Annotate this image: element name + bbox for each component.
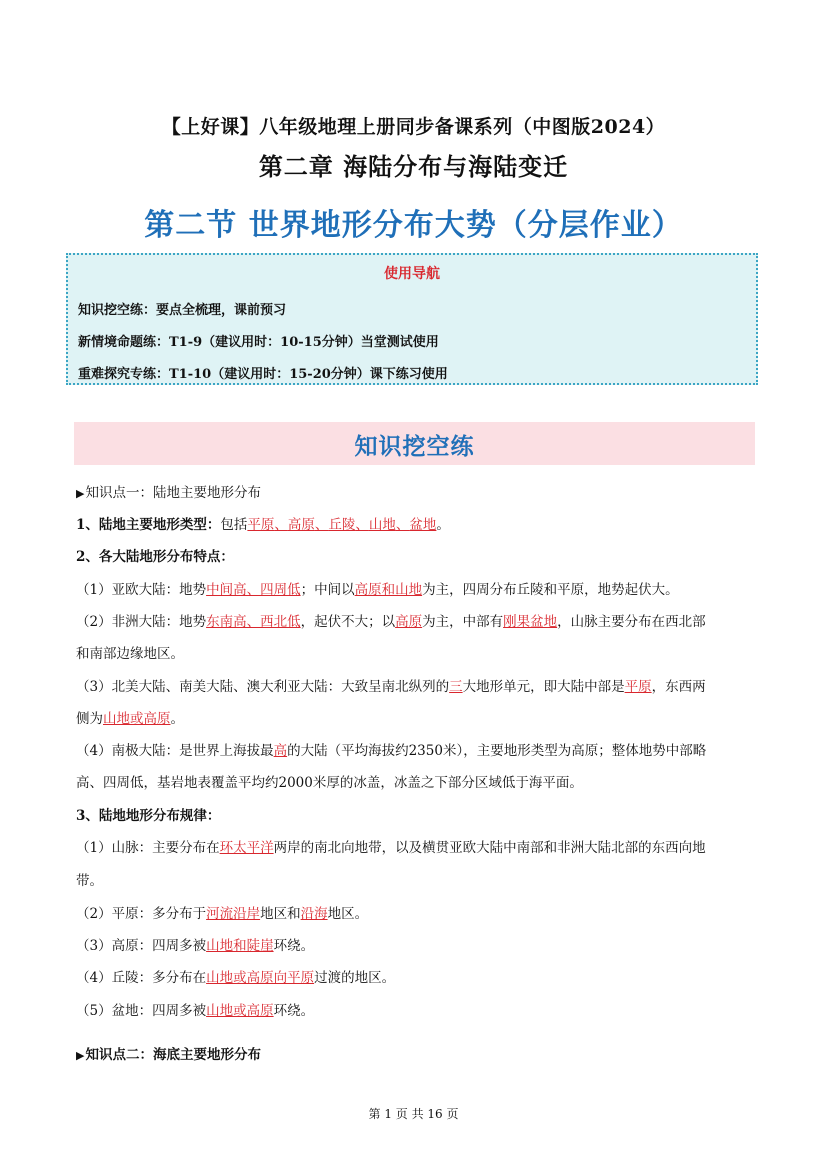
section-banner-title: 知识挖空练 — [354, 434, 475, 460]
answer-blank: 三 — [449, 679, 463, 695]
answer-blank: 环太平洋 — [219, 840, 274, 856]
asia-item: （1）亚欧大陆：地势中间高、四周低；中间以高原和山地为主，四周分布丘陵和平原，地势起伏大。 — [76, 582, 679, 598]
answer-blank: 中间高、四周低 — [206, 582, 301, 598]
answer-blank: 河流沿岸 — [206, 906, 261, 922]
page-number: 第 1 页 共 16 页 — [368, 1107, 459, 1121]
america-item-continued: 侧为山地或高原。 — [76, 711, 184, 727]
answer-blank: 盆地 — [409, 517, 437, 533]
africa-item-continued: 和南部边缘地区。 — [76, 646, 184, 662]
america-item: （3）北美大陆、南美大陆、澳大利亚大陆：大致呈南北纵列的三大地形单元，即大陆中部是平原，东西两 — [76, 679, 706, 695]
answer-blank: 高原 — [395, 614, 423, 630]
section-banner — [74, 422, 755, 465]
usage-guide-title: 使用导航 — [384, 266, 440, 282]
series-title: 【上好课】八年级地理上册同步备课系列（中图版2024） — [161, 116, 666, 138]
plain-item: （2）平原：多分布于河流沿岸地区和沿海地区。 — [76, 906, 369, 922]
answer-blank: 山地 — [368, 517, 396, 533]
section-title: 第二节 世界地形分布大势（分层作业） — [144, 208, 683, 243]
africa-item: （2）非洲大陆：地势东南高、西北低，起伏不大；以高原为主，中部有刚果盆地，山脉主要分布在西北部 — [76, 614, 706, 630]
answer-blank: 高 — [273, 743, 288, 759]
answer-blank: 山地和陡崖 — [206, 938, 274, 954]
usage-guide-box — [66, 253, 758, 385]
usage-guide-line-2: 新情境命题练：T1-9（建议用时：10-15分钟）当堂测试使用 — [78, 335, 439, 350]
question-2-label: 2、各大陆地形分布特点： — [76, 549, 234, 565]
answer-blank: 沿海 — [300, 906, 328, 922]
question-3-label: 3、陆地地形分布规律： — [76, 808, 221, 824]
answer-blank: 丘陵 — [328, 517, 356, 533]
answer-blank: 山地或高原 — [206, 1003, 274, 1019]
answer-blank: 山地或高原向平原 — [206, 970, 315, 986]
answer-blank: 高原和山地 — [354, 582, 423, 598]
answer-blank: 平原 — [247, 517, 275, 533]
mountain-item-continued: 带。 — [76, 873, 103, 889]
mountain-item: （1）山脉：主要分布在环太平洋两岸的南北向地带，以及横贯亚欧大陆中南部和非洲大陆北部的东西向地 — [76, 840, 706, 856]
basin-item: （5）盆地：四周多被山地或高原环绕。 — [76, 1003, 315, 1019]
usage-guide-line-1: 知识挖空练：要点全梳理，课前预习 — [78, 303, 287, 318]
answer-blank: 东南高、西北低 — [206, 614, 301, 630]
antarctica-item: （4）南极大陆：是世界上海拔最高的大陆（平均海拔约2350米），主要地形类型为高原；整体地势中部略 — [76, 743, 707, 759]
answer-blank: 山地或高原 — [103, 711, 171, 727]
triangle-icon: ▶ — [76, 1049, 85, 1062]
answer-blank: 平原 — [624, 679, 652, 695]
answer-blank: 高原 — [287, 517, 315, 533]
chapter-title: 第二章 海陆分布与海陆变迁 — [258, 152, 569, 181]
plateau-item: （3）高原：四周多被山地和陡崖环绕。 — [76, 938, 315, 954]
answer-blank: 刚果盆地 — [503, 614, 558, 630]
hill-item: （4）丘陵：多分布在山地或高原向平原过渡的地区。 — [76, 970, 396, 986]
usage-guide-line-3: 重难探究专练：T1-10（建议用时：15-20分钟）课下练习使用 — [78, 367, 448, 382]
triangle-icon: ▶ — [76, 487, 85, 500]
antarctica-item-continued: 高、四周低，基岩地表覆盖平均约2000米厚的冰盖，冰盖之下部分区域低于海平面。 — [76, 775, 583, 791]
question-1: 1、陆地主要地形类型：包括平原、高原、丘陵、山地、盆地。 — [76, 517, 450, 533]
knowledge-point-2-heading: ▶知识点二：海底主要地形分布 — [76, 1047, 261, 1063]
knowledge-point-1-heading: ▶知识点一：陆地主要地形分布 — [76, 485, 261, 501]
